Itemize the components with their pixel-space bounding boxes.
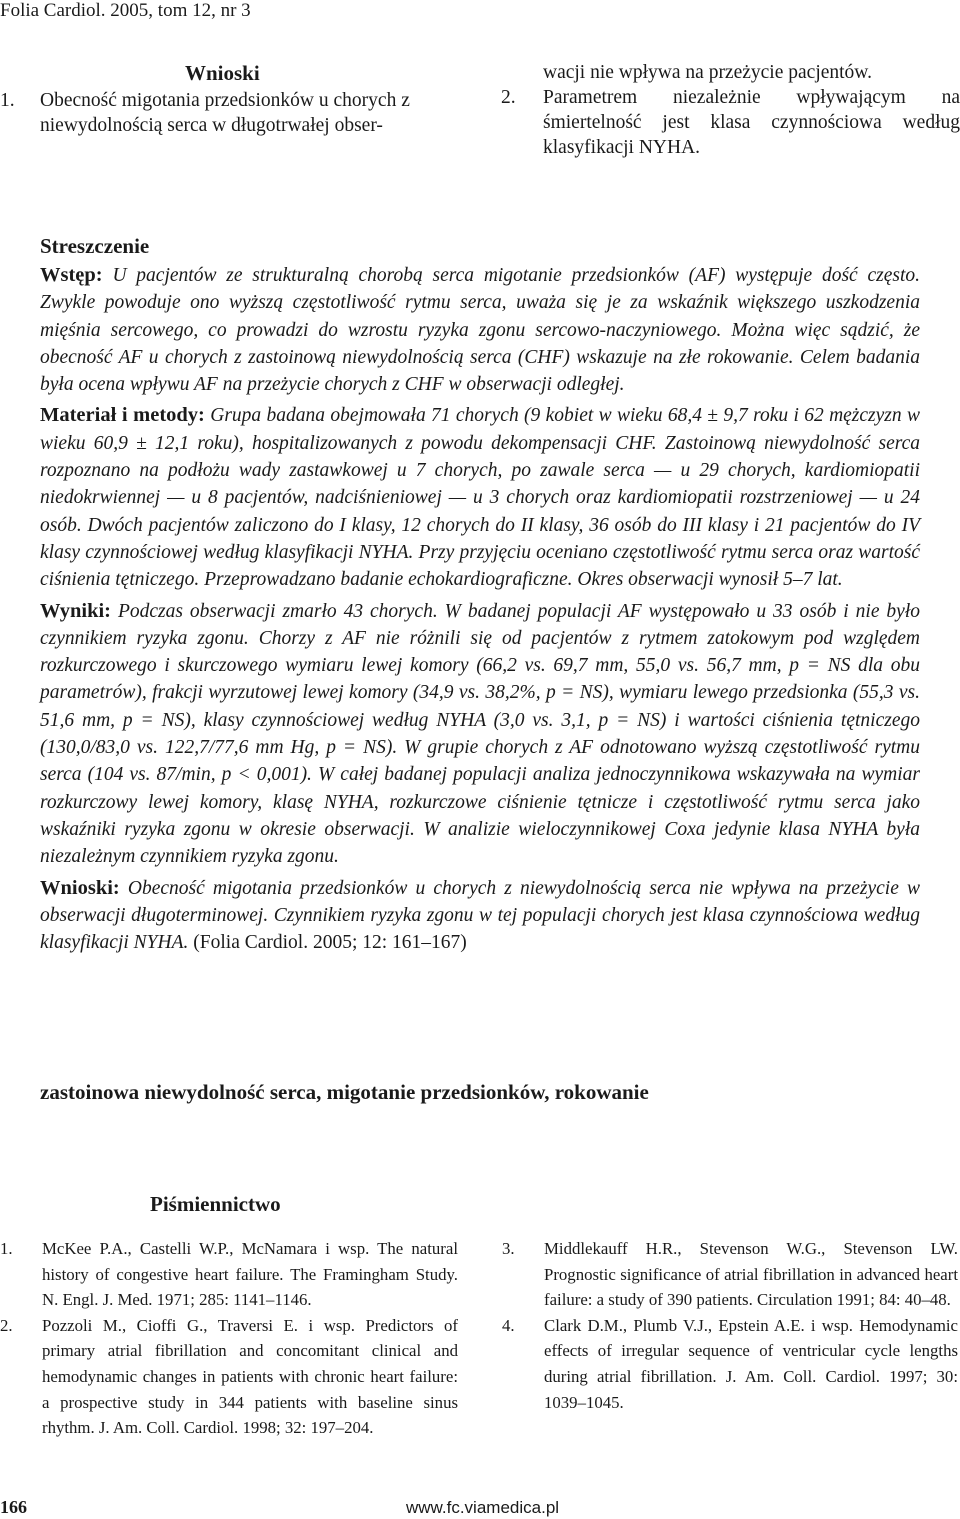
reference-item — [0, 1313, 458, 1441]
abstract-methods — [40, 402, 920, 593]
abstract-intro — [40, 262, 920, 398]
results-text: Podczas obserwacji zmarło 43 chorych. W badanej populacji AF występowało u 33 osób i nie było czynnikiem ryzyka zgonu. Chorzy z AF nie różnili się od pacjentów z rytmem zatokowym pod względem rozkurczowego i skurczowego wymiaru lewej komory (66,2 vs. 69,7 mm, 55,0 vs. 56,7 mm, p = NS dla obu parametrów), frakcji wyrzutowej lewej komory (34,9 vs. 38,2%, p = NS), wymiaru lewego przedsionka (55,3 vs. 51,6 mm, p = NS), klasy czynnościowej według NYHA (3,0 vs. 3,1, p = NS) i wartości ciśnienia tętniczego (130,0/83,0 vs. 122,7/77,6 mm Hg, p = NS). W grupie chorych z AF odnotowano wyższą częstotliwość rytmu serca (104 vs. 87/min, p < 0,001). W całej badanej populacji analiza jednoczynnikowa wskazywała na wymiar rozkurczowy lewej komory, klasę NYHA, rozkurczowe ciśnienie tętnicze i częstotliwość rytmu serca jako wskaźniki ryzyka zgonu w okresie obserwacji. W analizie wieloczynnikowej Coxa jedynie klasa NYHA była niezależnym czynnikiem ryzyka zgonu. — [40, 600, 920, 868]
conclusion-number: 2. — [501, 87, 516, 108]
results-label: Wyniki: — [40, 599, 112, 622]
references-title: Piśmiennictwo — [150, 1192, 281, 1216]
intro-label: Wstęp: — [40, 264, 103, 286]
abstract-title: Streszczenie — [40, 234, 150, 258]
citation: (Folia Cardiol. 2005; 12: 161–167) — [193, 932, 467, 954]
reference-item — [0, 1236, 458, 1313]
conclusions-left-column — [0, 61, 460, 138]
reference-text: Clark D.M., Plumb V.J., Epstein A.E. i wsp. Hemodynamic effects of irregular sequence of ventricular cycle lengths during atrial fibrillation. J. Am. Coll. Cardiol. 1997; 30: 1039–1045. — [544, 1315, 958, 1412]
conclusion-text: Obecność migotania przedsionków u chorych z niewydolnością serca w długotrwałej obser- — [40, 90, 410, 136]
journal-header: Folia Cardiol. 2005, tom 12, nr 3 — [0, 0, 251, 21]
reference-text: Pozzoli M., Cioffi G., Traversi E. i wsp. Predictors of primary atrial fibrillation and concomitant clinical and hemodynamic changes in patients with chronic heart failure: a prospective study in 344 patients with baseline sinus rhythm. J. Am. Coll. Cardiol. 1998; 32: 197–204. — [42, 1315, 458, 1438]
reference-number: 4. — [502, 1315, 515, 1335]
references-right-column — [502, 1236, 958, 1415]
reference-number: 1. — [0, 1239, 13, 1258]
reference-item — [502, 1236, 958, 1313]
conclusions-right-column — [501, 60, 960, 160]
methods-text: Grupa badana obejmowała 71 chorych (9 kobiet w wieku 68,4 ± 9,7 roku i 62 mężczyzn w wieku 60,9 ± 12,1 roku), hospitalizowanych z powodu dekompensacji CHF. Zastoinową niewydolność serca rozpoznano na podłożu wady zastawkowej u 7 chorych, po zawale serca — u 29 chorych, kardiomiopatii niedokrwiennej — u 8 pacjentów, nadciśnieniowej — u 3 chorych oraz kardiomiopatii rozstrzeniowej — u 24 osób. Dwóch pacjentów zaliczono do I klasy, 12 chorych do II klasy, 36 osób do III klasy i 21 pacjentów do IV klasy czynnościowej według klasyfikacji NYHA. Przy przyjęciu oceniano częstotliwość rytmu serca oraz wartość ciśnienia tętniczego. Przeprowadzano badanie echokardiograficzne. Okres obserwacji wynosił 5–7 lat. — [40, 405, 920, 591]
page-number: 166 — [0, 1497, 27, 1517]
abstract-conclusions — [40, 875, 920, 957]
intro-text: U pacjentów ze strukturalną chorobą serca migotanie przedsionków (AF) występuje dość często. Zwykle powoduje ono wyższą częstotliwość rytmu serca, uważa się je za wskaźnik większego uszkodzenia mięśnia sercowego, co prowadzi do wzrostu ryzyka zgonu sercowo-naczyniowego. Można więc sądzić, że obecność AF u chorych z zastoinową niewydolnością serca (CHF) wskazuje na złe rokowanie. Celem badania była ocena wpływu AF na przeżycie chorych z CHF w obserwacji odległej. — [40, 265, 921, 396]
conclusions-label: Wnioski: — [40, 876, 120, 899]
reference-text: McKee P.A., Castelli W.P., McNamara i wsp. The natural history of congestive heart failure. The Framingham Study. N. Engl. J. Med. 1971; 285: 1141–1146. — [42, 1239, 458, 1310]
reference-number: 2. — [0, 1315, 13, 1335]
reference-text: Middlekauff H.R., Stevenson W.G., Stevenson LW. Prognostic significance of atrial fibrillation in advanced heart failure: a study of 390 patients. Circulation 1991; 84: 40–48. — [544, 1239, 958, 1310]
reference-item — [502, 1313, 958, 1415]
journal-url: www.fc.viamedica.pl — [406, 1498, 560, 1517]
methods-label: Materiał i metody: — [40, 404, 205, 427]
conclusion-text: Parametrem niezależnie wpływającym na śmiertelność jest klasa czynnościowa według klasyfikacji NYHA. — [543, 87, 960, 158]
conclusion-number: 1. — [0, 90, 15, 111]
conclusion-item-1 — [0, 88, 460, 138]
conclusion-item-2 — [501, 85, 960, 160]
conclusions-title: Wnioski — [185, 61, 260, 85]
abstract-results — [40, 598, 920, 871]
references-left-column — [0, 1236, 458, 1441]
keywords: zastoinowa niewydolność serca, migotanie przedsionków, rokowanie — [40, 1080, 649, 1104]
conclusion-continuation: wacji nie wpływa na przeżycie pacjentów. — [543, 62, 872, 83]
reference-number: 3. — [502, 1239, 515, 1258]
conclusions-text: Obecność migotania przedsionków u chorych z niewydolnością serca nie wpływa na przeżycie w obserwacji długoterminowej. Czynnikiem ryzyka zgonu w tej populacji chorych jest klasa czynnościowa według klasyfikacji NYHA. — [40, 877, 920, 954]
abstract-body — [40, 262, 920, 960]
